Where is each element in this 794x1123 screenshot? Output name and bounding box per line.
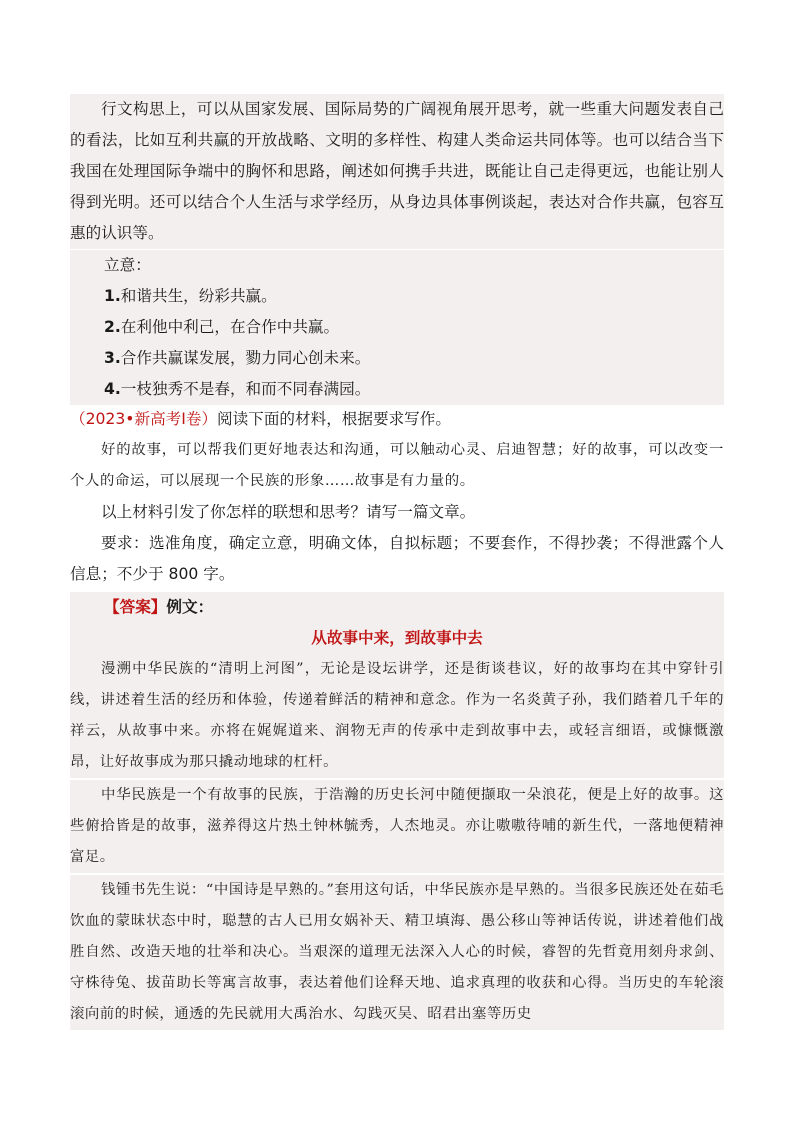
intent-item-3 <box>70 343 724 374</box>
essay-paragraph-1: 漫溯中华民族的“清明上河图”，无论是设坛讲学，还是街谈巷议，好的故事均在其中穿针引线，讲述着生活的经历和体验，传递着鲜活的精神和意念。作为一名炎黄子孙，我们踏着几千年的祥云，从故事中来。亦将在娓娓道来、润物无声的传承中走到故事中去，或轻言细语，或慷慨激昂，让好故事成为那只撬动地球的杠杆。 <box>70 661 724 770</box>
question-section <box>70 404 724 590</box>
intent-item-num: 3. <box>104 349 121 367</box>
question-prompt: 以上材料引发了你怎样的联想和思考？请写一篇文章。 <box>101 503 476 521</box>
question-instruction: 阅读下面的材料，根据要求写作。 <box>217 410 451 428</box>
answer-tag: 【答案】 <box>104 598 167 616</box>
guide-section <box>70 94 724 249</box>
intent-item-1 <box>70 281 724 312</box>
answer-label <box>70 592 724 623</box>
question-requirements: 要求：选准角度，确定立意，明确文体，自拟标题；不要套作，不得抄袭；不得泄露个人信息；不少于 800 字。 <box>70 534 724 583</box>
intent-item-text: 和谐共生，纷彩共赢。 <box>120 287 277 305</box>
answer-tag-tail: 例文： <box>166 598 214 616</box>
intent-item-num: 1. <box>104 287 121 305</box>
question-source-line <box>70 404 724 435</box>
intent-label-row <box>70 250 724 281</box>
essay-paragraph-2: 中华民族是一个有故事的民族，于浩瀚的历史长河中随便撷取一朵浪花，便是上好的故事。这些俯拾皆是的故事，滋养得这片热土钟林毓秀，人杰地灵。亦让嗷嗷待哺的新生代，一落地便精神富足。 <box>70 787 724 865</box>
intent-label: 立意： <box>104 256 151 274</box>
essay-title: 从故事中来，到故事中去 <box>311 629 483 647</box>
intent-item-num: 2. <box>104 318 121 336</box>
intent-item-text: 在利他中利己，在合作中共赢。 <box>120 318 340 336</box>
question-source: （2023•新高考Ⅰ卷） <box>70 410 218 428</box>
answer-section <box>70 592 724 1030</box>
guide-paragraph: 行文构思上，可以从国家发展、国际局势的广阔视角展开思考，就一些重大问题发表自己的看法，比如互利共赢的开放战略、文明的多样性、构建人类命运共同体等。也可以结合当下我国在处理国际争端中的胸怀和思路，阐述如何携手共进，既能让自己走得更远，也能让别人得到光明。还可以结合个人生活与求学经历，从身边具体事例谈起，表达对合作共赢，包容互惠的认识等。 <box>70 100 724 242</box>
intent-item-num: 4. <box>104 380 121 398</box>
intent-item-text: 合作共赢谋发展，勠力同心创未来。 <box>120 349 371 367</box>
essay-paragraph-3: 钱锺书先生说：“中国诗是早熟的。”套用这句话，中华民族亦是早熟的。当很多民族还处在茹毛饮血的蒙昧状态中时，聪慧的古人已用女娲补天、精卫填海、愚公移山等神话传说，讲述着他们战胜自然、改造天地的壮举和决心。当艰深的道理无法深入人心的时候，睿智的先哲竟用刻舟求剑、守株待兔、拔苗助长等寓言故事，表达着他们诠释天地、追求真理的收获和心得。当历史的车轮滚滚向前的时候，通透的先民就用大禹治水、勾践灭吴、昭君出塞等历史 <box>70 882 724 1022</box>
intent-item-4 <box>70 374 724 405</box>
intent-item-text: 一枝独秀不是春，和而不同春满园。 <box>120 380 371 398</box>
question-material: 好的故事，可以帮我们更好地表达和沟通，可以触动心灵、启迪智慧；好的故事，可以改变一个人的命运，可以展现一个民族的形象……故事是有力量的。 <box>70 442 724 489</box>
intent-item-2 <box>70 312 724 343</box>
